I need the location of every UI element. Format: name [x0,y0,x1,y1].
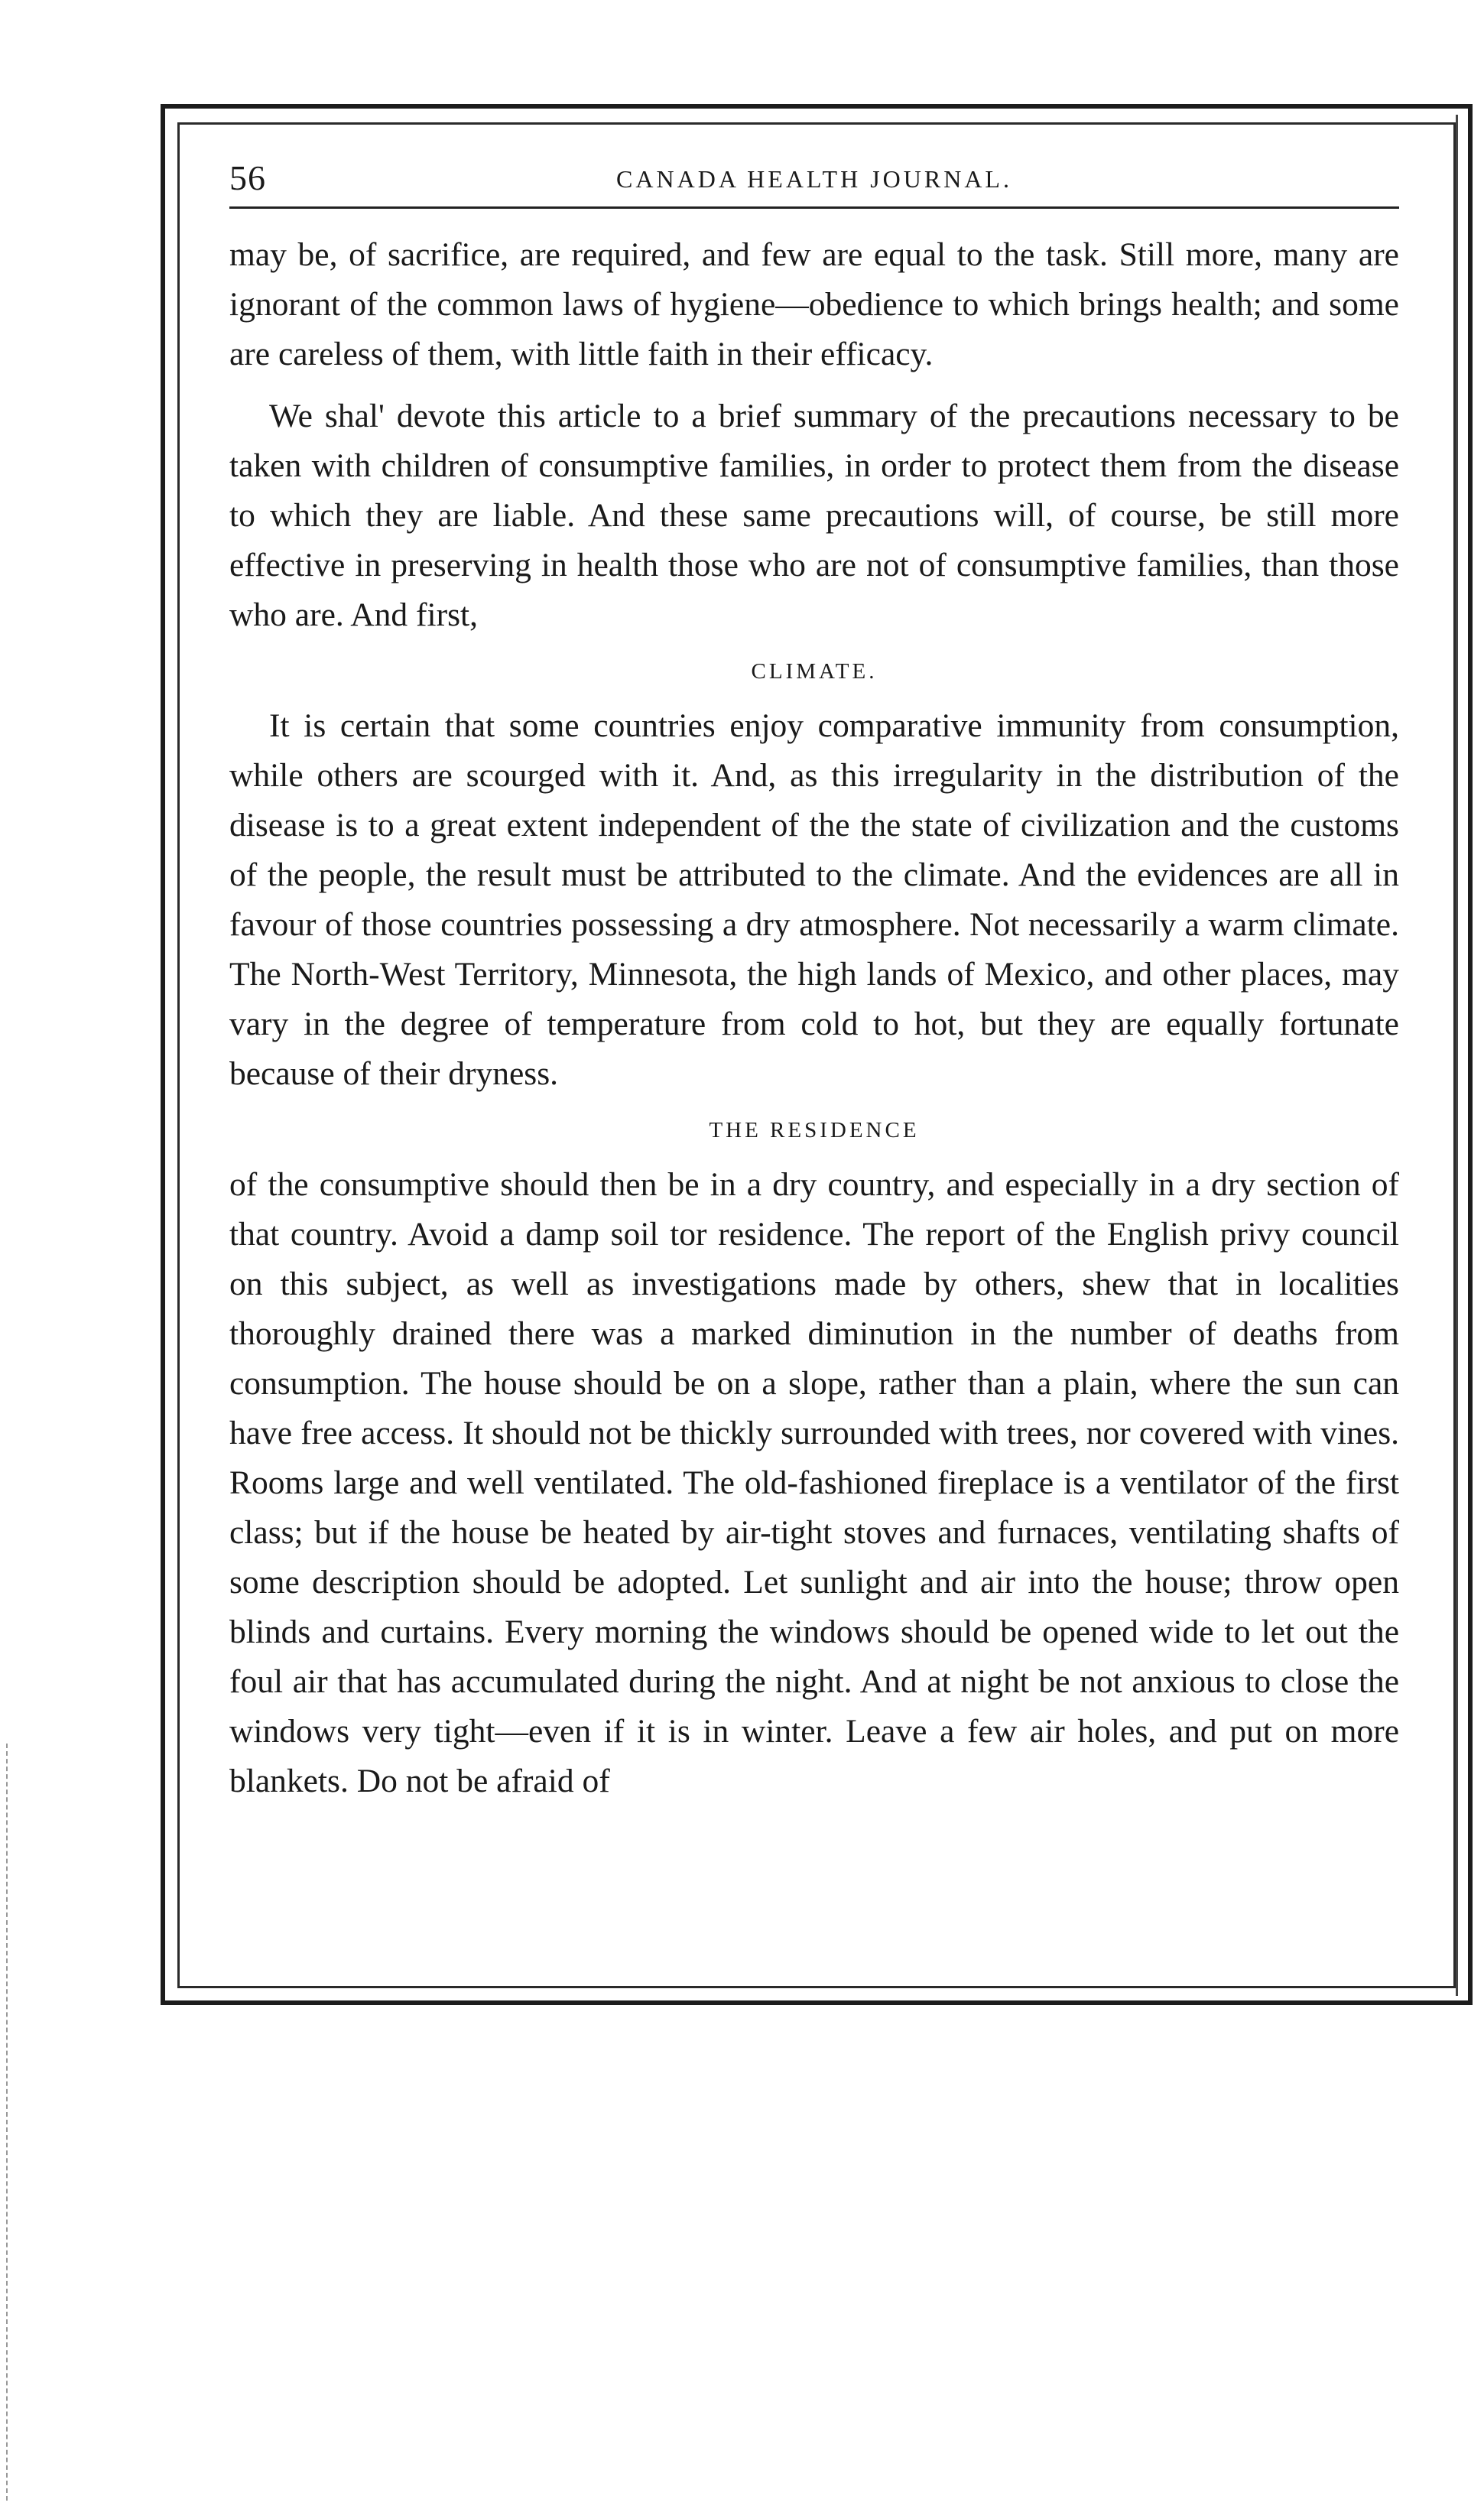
section-heading-residence: THE RESIDENCE [709,1118,920,1142]
journal-page [229,153,1399,1818]
paragraph-residence: of the consumptive should then be in a dry country, and especially in a dry section of that country. Avoid a damp soil tor residence. The report of the English privy council on this subject, as well as investigations made by others, shew that in localities thoroughly drained there was a marked diminution in the number of deaths from consumption. The house should be on a slope, rather than a plain, where the sun can have free access. It should not be thickly surrounded with trees, nor covered with vines. Rooms large and well ventilated. The old-fashioned fireplace is a ventilator of the first class; but if the house be heated by air-tight stoves and furnaces, ventilating shafts of some description should be adopted. Let sunlight and air into the house; throw open blinds and curtains. Every morning the windows should be opened wide to let out the foul air that has accumulated during the night. And at night be not anxious to close the windows very tight—even if it is in winter. Leave a few air holes, and put on more blankets. Do not be afraid of [229,1166,1399,1799]
scan-edge-marks [6,1744,11,2501]
page-border-right-rule [1456,115,1458,1996]
paragraph-intro: We shal' devote this article to a brief summary of the precautions necessary to be taken with children of consumptive families, in order to protect them from the disease to which they are liable. And these same precautions will, of course, be still more effective in preserving in health those who are not of consumptive families, than those who are. And first, [229,398,1399,633]
paragraph-continuation: may be, of sacrifice, are required, and few are equal to the task. Still more, many are ignorant of the common laws of hygiene—obedience to which brings health; and some are careless of them, with little faith in their efficacy. [229,236,1399,372]
running-title: CANADA HEALTH JOURNAL. [616,165,1012,193]
page-number: 56 [229,158,266,197]
section-heading-climate: CLIMATE. [751,659,878,684]
paragraph-climate: It is certain that some countries enjoy comparative immunity from consumption, while others are scourged with it. And, as this irregularity in the distribution of the disease is to a great extent independent of the the state of civilization and the customs of the people, the result must be attributed to the climate. And the evidences are all in favour of those countries possessing a dry atmosphere. Not necessarily a warm climate. The North-West Territory, Minnesota, the high lands of Mexico, and other places, may vary in the degree of temperature from cold to hot, but they are equally fortunate because of their dryness. [229,707,1399,1092]
page-header [229,153,1399,209]
